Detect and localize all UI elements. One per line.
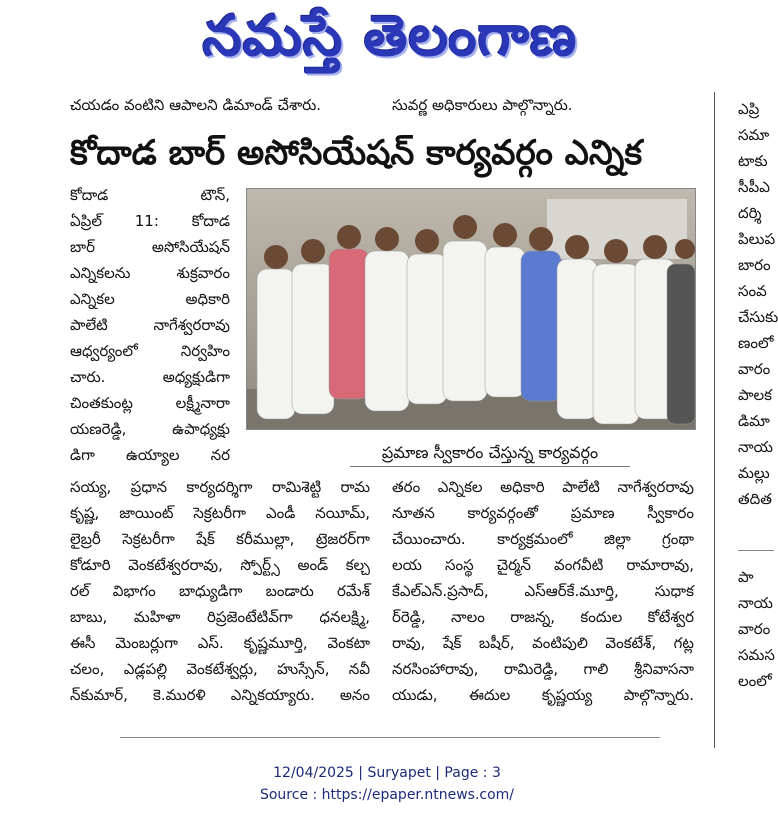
column-divider-vertical <box>714 92 715 748</box>
photo-caption: ప్రమాణ స్వీకారం చేస్తున్న కార్యవర్గం <box>350 440 630 467</box>
article-text-line: కృష్ణ, జాయింట్ సెక్రటరీగా ఎండీ నయీమ్, <box>70 504 370 522</box>
adjacent-article-fragment: తదిత <box>738 490 772 508</box>
adjacent-article-fragment: పిలుప <box>738 230 776 248</box>
article-text-line: ఎన్నికలను శుక్రవారం <box>70 264 230 282</box>
article-text-line: చారు. అధ్యక్షుడిగా <box>70 368 230 386</box>
adjacent-article-fragment: పాలక <box>738 386 772 404</box>
article-text-line: పాలేటి నాగేశ్వరరావు <box>70 316 230 334</box>
article-text-line: డిగా ఉయ్యాల నర <box>70 446 230 464</box>
article-text-line: సయ్య, ప్రధాన కార్యదర్శిగా రామిశెట్టి రామ <box>70 478 370 496</box>
adjacent-article-fragment: మల్లు <box>738 464 770 482</box>
adjacent-article-fragment: లంలో <box>738 672 772 690</box>
adjacent-article-fragment: వారం <box>738 620 771 638</box>
adjacent-article-fragment: ణంలో <box>738 334 774 352</box>
article-text-line: కేఎల్ఎన్.ప్రసాద్, ఎస్ఆర్‌కే.మూర్తి, సుధాక <box>392 582 694 600</box>
top-cut-text-right: సువర్ణ అధికారులు పాల్గొన్నారు. <box>392 96 573 114</box>
article-text-line: బాబు, మహిళా రిప్రజెంటేటివ్‌గా ధనలక్ష్మి, <box>70 608 370 626</box>
article-text-line: కోడూరి వెంకటేశ్వరరావు, స్పోర్ట్స్ అండ్ కల్చ <box>70 556 370 574</box>
adjacent-article-fragment <box>738 538 774 564</box>
adjacent-article-fragment: డిమా <box>738 412 770 430</box>
article-column-left <box>70 474 370 734</box>
masthead-title: నమస్తే తెలంగాణ <box>202 3 578 69</box>
article-text-line: కోదాడ టౌన్, <box>70 186 230 204</box>
article-text-line: యుడు, ఈదుల కృష్ణయ్య పాల్గొన్నారు. <box>392 686 694 704</box>
article-text-line: రావు, షేక్ బషీర్, వంటిపులి వెంకటేశ్, గట్ల <box>392 634 694 652</box>
article-text-line: ఏప్రిల్ 11: కోదాడ <box>70 212 230 230</box>
article-text-line: యణరెడ్డి, ఉపాధ్యక్షు <box>70 420 230 438</box>
article-text-line: నరసింహారావు, రామిరెడ్డి, గాలి శ్రీనివాసనా <box>392 660 694 678</box>
article-headline: కోదాడ బార్ అసోసియేషన్ కార్యవర్గం ఎన్నిక <box>70 133 643 173</box>
article-text-line: లైబ్రరీ సెక్రటరీగా షేక్ కరీముల్లా, ట్రెజరర్‌గా <box>70 530 370 548</box>
article-text-line: చలం, ఎడ్లపల్లి వెంకటేశ్వర్లు, హుస్సేన్, నవీ <box>70 660 370 678</box>
adjacent-article-fragment: నాయ <box>738 594 773 612</box>
article-text-line: తరం ఎన్నికల అధికారి పాలేటి నాగేశ్వరరావు <box>392 478 694 496</box>
adjacent-article-fragment: సమా <box>738 126 770 144</box>
footer-date-edition: 12/04/2025 | Suryapet | Page : 3 <box>273 765 501 781</box>
article-text-line: న్‌కుమార్, కె.మురళి ఎన్నికయ్యారు. అనం <box>70 686 370 704</box>
article-text-line: చేయించారు. కార్యక్రమంలో జిల్లా గ్రంథా <box>392 530 694 548</box>
top-cut-text-left: చయడం వంటిని ఆపాలని డిమాండ్ చేశారు. <box>70 96 322 114</box>
adjacent-article-fragment: ఎప్రి <box>738 100 760 118</box>
article-text-line: లయ సంస్థ చైర్మన్ వంగవీటి రామారావు, <box>392 556 694 574</box>
article-text-line: బార్ అసోసియేషన్ <box>70 238 230 256</box>
adjacent-article-fragment: నాయ <box>738 438 773 456</box>
adjacent-article-fragment: సంవ <box>738 282 767 300</box>
article-text-line: ఎన్నికల అధికారి <box>70 290 230 308</box>
adjacent-article-fragment: సీపీఎ <box>738 178 770 196</box>
article-bottom-rule <box>120 737 660 738</box>
adjacent-article-fragment: దర్శి <box>738 204 762 222</box>
adjacent-article-fragment: చేసుకు <box>738 308 778 326</box>
adjacent-article-fragment: వారం <box>738 360 771 378</box>
footer-source-url: Source : https://epaper.ntnews.com/ <box>259 787 515 803</box>
article-text-line: ర్‌రెడ్డి, నాలం రాజన్న, కందుల కోటేశ్వర <box>392 608 694 626</box>
article-text-line: ఆధ్వర్యంలో నిర్వహిం <box>70 342 230 360</box>
article-column-right <box>392 474 694 734</box>
adjacent-article-strip <box>738 96 778 746</box>
adjacent-article-fragment: సమస <box>738 646 775 664</box>
people-group <box>257 241 695 424</box>
article-text-line: ఈసీ మెంబర్లుగా ఎస్. కృష్ణమూర్తి, వెంకటా <box>70 634 370 652</box>
article-photo <box>246 188 696 430</box>
group-photo-image <box>247 189 695 429</box>
article-column-narrow <box>70 182 230 472</box>
adjacent-article-fragment: బారం <box>738 256 771 274</box>
article-text-line: రల్ విభాగం బాధ్యుడిగా బండారు రమేశ్ <box>70 582 370 600</box>
article-text-line: చింతకుంట్ల లక్ష్మీనారా <box>70 394 230 412</box>
article-text-line: నూతన కార్యవర్గంతో ప్రమాణ స్వీకారం <box>392 504 694 522</box>
adjacent-article-fragment <box>738 512 774 538</box>
adjacent-article-fragment: టాకు <box>738 152 768 170</box>
adjacent-article-fragment: పా <box>738 568 754 586</box>
source-footer <box>0 762 774 806</box>
